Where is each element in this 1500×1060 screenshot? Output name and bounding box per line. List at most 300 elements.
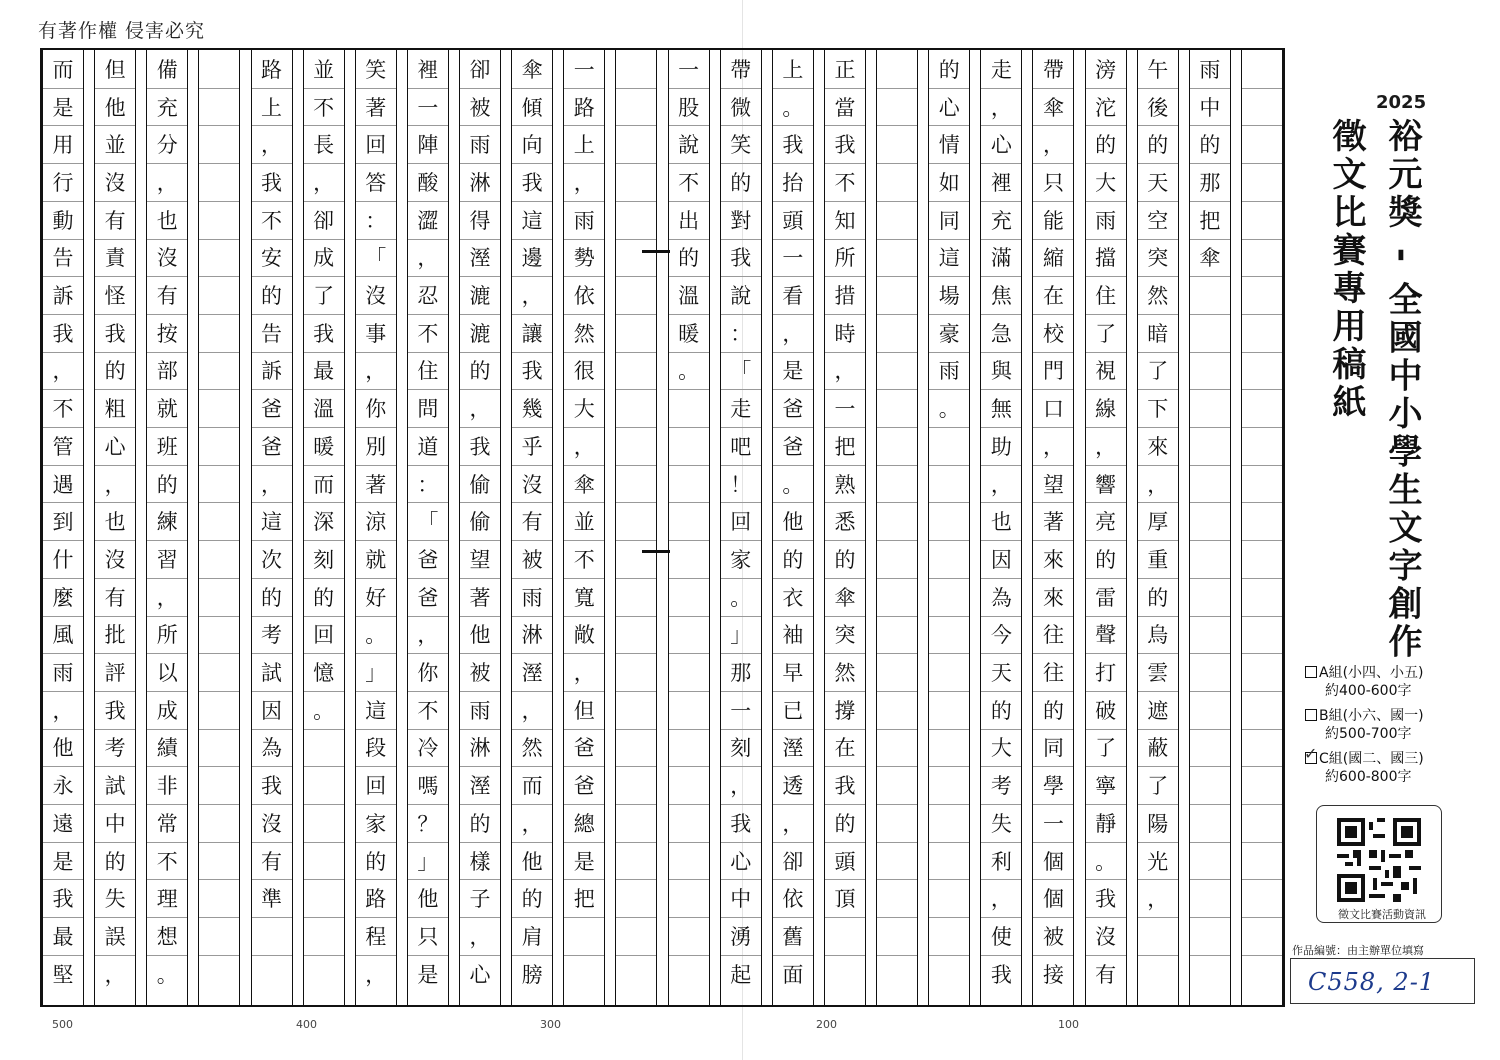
manuscript-cell: 路 bbox=[573, 95, 595, 120]
group-selection bbox=[1305, 664, 1465, 793]
manuscript-cell: 。 bbox=[313, 698, 335, 723]
manuscript-cell bbox=[929, 879, 969, 917]
manuscript-cell bbox=[616, 804, 656, 842]
manuscript-cell: 分 bbox=[156, 133, 178, 158]
manuscript-cell: 「 bbox=[417, 510, 439, 535]
checkbox-c[interactable] bbox=[1304, 744, 1318, 764]
manuscript-cell: 溫 bbox=[313, 397, 335, 422]
manuscript-cell bbox=[1190, 389, 1230, 427]
manuscript-cell: 卻 bbox=[782, 849, 804, 874]
manuscript-cell: 然 bbox=[834, 661, 856, 686]
manuscript-cell bbox=[877, 879, 917, 917]
manuscript-column bbox=[1241, 50, 1283, 1005]
manuscript-cell: 是 bbox=[417, 962, 439, 987]
manuscript-cell: ， bbox=[1147, 472, 1169, 497]
manuscript-cell: 淋 bbox=[469, 170, 491, 195]
manuscript-cell: 答 bbox=[365, 170, 387, 195]
manuscript-cell bbox=[304, 955, 344, 993]
manuscript-cell bbox=[877, 955, 917, 993]
manuscript-cell: 但 bbox=[573, 698, 595, 723]
manuscript-cell: 考 bbox=[990, 774, 1012, 799]
manuscript-cell: 湧 bbox=[730, 924, 752, 949]
manuscript-column bbox=[42, 50, 84, 1005]
manuscript-cell: 已 bbox=[782, 698, 804, 723]
manuscript-cell: 長 bbox=[313, 133, 335, 158]
manuscript-cell: 抬 bbox=[782, 170, 804, 195]
manuscript-column bbox=[94, 50, 136, 1005]
manuscript-cell: 帶 bbox=[730, 57, 752, 82]
manuscript-cell: 練 bbox=[156, 510, 178, 535]
manuscript-cell: 爸 bbox=[417, 547, 439, 572]
manuscript-cell: ， bbox=[573, 661, 595, 686]
qr-code-icon[interactable] bbox=[1337, 818, 1421, 902]
group-option-c[interactable] bbox=[1304, 744, 1465, 786]
manuscript-cell: 遠 bbox=[52, 811, 74, 836]
manuscript-cell: ， bbox=[261, 472, 283, 497]
manuscript-column bbox=[720, 50, 762, 1005]
manuscript-cell: 這 bbox=[521, 208, 543, 233]
manuscript-cell bbox=[199, 314, 239, 352]
manuscript-cell: 他 bbox=[417, 887, 439, 912]
manuscript-cell bbox=[877, 842, 917, 880]
manuscript-cell: 大 bbox=[1095, 170, 1117, 195]
manuscript-cell: 有 bbox=[104, 585, 126, 610]
manuscript-cell: 同 bbox=[1042, 736, 1064, 761]
manuscript-cell bbox=[199, 427, 239, 465]
manuscript-cell: 雨 bbox=[938, 359, 960, 384]
manuscript-cell: 透 bbox=[782, 774, 804, 799]
manuscript-cell: 被 bbox=[469, 661, 491, 686]
manuscript-cell: 舊 bbox=[782, 924, 804, 949]
manuscript-cell: 他 bbox=[52, 736, 74, 761]
manuscript-cell: 了 bbox=[1147, 774, 1169, 799]
manuscript-cell: 並 bbox=[104, 133, 126, 158]
group-option-b[interactable] bbox=[1305, 707, 1465, 743]
manuscript-cell: 利 bbox=[990, 849, 1012, 874]
checkbox-b[interactable] bbox=[1305, 709, 1317, 721]
manuscript-cell: 靜 bbox=[1095, 811, 1117, 836]
manuscript-cell bbox=[1242, 163, 1282, 201]
manuscript-cell: 堅 bbox=[52, 962, 74, 987]
manuscript-cell: 爸 bbox=[261, 434, 283, 459]
group-option-a[interactable] bbox=[1305, 664, 1465, 700]
manuscript-cell: 把 bbox=[1199, 208, 1221, 233]
manuscript-cell: ， bbox=[782, 811, 804, 836]
manuscript-cell: 縮 bbox=[1042, 246, 1064, 271]
manuscript-cell bbox=[616, 163, 656, 201]
manuscript-cell bbox=[669, 879, 709, 917]
manuscript-cell: 的 bbox=[1095, 133, 1117, 158]
manuscript-cell: 幾 bbox=[521, 397, 543, 422]
manuscript-cell: 部 bbox=[156, 359, 178, 384]
manuscript-cell: 不 bbox=[313, 95, 335, 120]
manuscript-cell bbox=[877, 50, 917, 88]
manuscript-cell bbox=[199, 201, 239, 239]
manuscript-cell: 回 bbox=[365, 774, 387, 799]
manuscript-cell bbox=[199, 917, 239, 955]
manuscript-cell: 沒 bbox=[365, 284, 387, 309]
manuscript-cell bbox=[929, 653, 969, 691]
manuscript-cell: 以 bbox=[156, 661, 178, 686]
manuscript-cell: 有 bbox=[156, 284, 178, 309]
manuscript-column bbox=[459, 50, 501, 1005]
manuscript-cell: ， bbox=[834, 359, 856, 384]
manuscript-column bbox=[876, 50, 918, 1005]
manuscript-column bbox=[251, 50, 293, 1005]
manuscript-cell bbox=[199, 578, 239, 616]
manuscript-cell: 深 bbox=[313, 510, 335, 535]
manuscript-cell bbox=[1190, 955, 1230, 993]
manuscript-cell: 並 bbox=[573, 510, 595, 535]
manuscript-cell: ， bbox=[990, 95, 1012, 120]
manuscript-cell bbox=[669, 465, 709, 503]
manuscript-cell bbox=[616, 88, 656, 126]
manuscript-cell: 的 bbox=[469, 359, 491, 384]
manuscript-cell: 然 bbox=[1147, 284, 1169, 309]
manuscript-cell bbox=[304, 842, 344, 880]
manuscript-cell: 是 bbox=[573, 849, 595, 874]
manuscript-cell: 沱 bbox=[1095, 95, 1117, 120]
manuscript-cell: 破 bbox=[1095, 698, 1117, 723]
manuscript-cell bbox=[616, 540, 656, 578]
manuscript-cell: 的 bbox=[469, 811, 491, 836]
manuscript-cell: 失 bbox=[990, 811, 1012, 836]
manuscript-cell bbox=[199, 163, 239, 201]
manuscript-cell bbox=[616, 879, 656, 917]
manuscript-cell: 上 bbox=[261, 95, 283, 120]
group-a-range: 約400-600字 bbox=[1325, 683, 1412, 699]
manuscript-cell: 的 bbox=[261, 284, 283, 309]
manuscript-cell bbox=[669, 766, 709, 804]
group-c-label: C組(國二、國三) bbox=[1319, 751, 1424, 767]
manuscript-cell: 也 bbox=[156, 208, 178, 233]
manuscript-cell: 聲 bbox=[1095, 623, 1117, 648]
manuscript-cell: 備 bbox=[156, 57, 178, 82]
manuscript-cell: 住 bbox=[1095, 284, 1117, 309]
manuscript-cell: 傘 bbox=[1199, 246, 1221, 271]
manuscript-cell: 風 bbox=[52, 623, 74, 648]
manuscript-cell: 吧 bbox=[730, 434, 752, 459]
manuscript-cell: ， bbox=[52, 359, 74, 384]
scale-label: 100 bbox=[1058, 1018, 1079, 1031]
manuscript-cell: 重 bbox=[1147, 547, 1169, 572]
manuscript-cell: 上 bbox=[782, 57, 804, 82]
manuscript-cell bbox=[1190, 578, 1230, 616]
manuscript-cell: 不 bbox=[52, 397, 74, 422]
manuscript-cell: 帶 bbox=[1042, 57, 1064, 82]
manuscript-cell: ， bbox=[990, 887, 1012, 912]
column-separator-mark bbox=[642, 550, 670, 553]
manuscript-cell: 。 bbox=[1095, 849, 1117, 874]
manuscript-cell bbox=[929, 540, 969, 578]
manuscript-cell: 回 bbox=[730, 510, 752, 535]
manuscript-cell: 著 bbox=[1042, 510, 1064, 535]
manuscript-cell: 著 bbox=[365, 472, 387, 497]
manuscript-cell: 子 bbox=[469, 887, 491, 912]
manuscript-cell: 溼 bbox=[521, 661, 543, 686]
manuscript-cell: 告 bbox=[52, 246, 74, 271]
manuscript-cell bbox=[1242, 239, 1282, 277]
manuscript-cell: 乎 bbox=[521, 434, 543, 459]
manuscript-cell bbox=[1242, 50, 1282, 88]
manuscript-cell: 大 bbox=[990, 736, 1012, 761]
manuscript-cell bbox=[929, 691, 969, 729]
manuscript-cell: 心 bbox=[730, 849, 752, 874]
manuscript-cell: 成 bbox=[313, 246, 335, 271]
manuscript-cell: 的 bbox=[730, 170, 752, 195]
manuscript-cell: 的 bbox=[1095, 547, 1117, 572]
manuscript-cell bbox=[199, 804, 239, 842]
manuscript-cell: 熟 bbox=[834, 472, 856, 497]
manuscript-cell: ， bbox=[573, 170, 595, 195]
manuscript-cell: 他 bbox=[782, 510, 804, 535]
manuscript-cell: 。 bbox=[156, 962, 178, 987]
manuscript-cell: 傘 bbox=[834, 585, 856, 610]
manuscript-cell: 突 bbox=[834, 623, 856, 648]
manuscript-cell: ， bbox=[730, 774, 752, 799]
manuscript-cell bbox=[1242, 540, 1282, 578]
checkmark-icon: ✓ bbox=[1304, 744, 1318, 763]
manuscript-cell bbox=[929, 427, 969, 465]
manuscript-cell: 動 bbox=[52, 208, 74, 233]
manuscript-cell: 他 bbox=[469, 623, 491, 648]
manuscript-cell: 理 bbox=[156, 887, 178, 912]
manuscript-cell: ： bbox=[365, 208, 387, 233]
manuscript-cell: 因 bbox=[990, 547, 1012, 572]
manuscript-cell: 裡 bbox=[417, 57, 439, 82]
manuscript-cell: ， bbox=[365, 962, 387, 987]
manuscript-cell: 的 bbox=[1147, 585, 1169, 610]
manuscript-cell: 路 bbox=[365, 887, 387, 912]
manuscript-cell: 這 bbox=[938, 246, 960, 271]
contest-year: 2025 bbox=[1376, 92, 1427, 113]
manuscript-cell: ， bbox=[417, 246, 439, 271]
manuscript-cell: 上 bbox=[573, 133, 595, 158]
manuscript-cell: 訴 bbox=[52, 284, 74, 309]
manuscript-cell: 如 bbox=[938, 170, 960, 195]
manuscript-cell: 他 bbox=[104, 95, 126, 120]
manuscript-cell: 被 bbox=[1042, 924, 1064, 949]
manuscript-cell bbox=[1242, 766, 1282, 804]
manuscript-cell: 常 bbox=[156, 811, 178, 836]
manuscript-cell: 沒 bbox=[104, 170, 126, 195]
manuscript-cell: 著 bbox=[365, 95, 387, 120]
manuscript-cell: 傾 bbox=[521, 95, 543, 120]
manuscript-cell: 只 bbox=[417, 924, 439, 949]
manuscript-cell bbox=[669, 540, 709, 578]
manuscript-cell bbox=[199, 465, 239, 503]
manuscript-cell: 當 bbox=[834, 95, 856, 120]
manuscript-cell bbox=[199, 239, 239, 277]
manuscript-cell bbox=[252, 955, 292, 993]
manuscript-cell: 成 bbox=[156, 698, 178, 723]
manuscript-cell: 一 bbox=[417, 95, 439, 120]
manuscript-cell: 溫 bbox=[678, 284, 700, 309]
manuscript-cell: 回 bbox=[313, 623, 335, 648]
manuscript-cell: 而 bbox=[521, 774, 543, 799]
manuscript-cell: 只 bbox=[1042, 170, 1064, 195]
manuscript-cell: 敞 bbox=[573, 623, 595, 648]
manuscript-cell: 望 bbox=[469, 547, 491, 572]
manuscript-cell: 暖 bbox=[313, 434, 335, 459]
manuscript-cell: ， bbox=[521, 284, 543, 309]
manuscript-cell bbox=[199, 540, 239, 578]
manuscript-cell: 不 bbox=[678, 170, 700, 195]
manuscript-cell bbox=[1190, 502, 1230, 540]
scale-label: 300 bbox=[540, 1018, 561, 1031]
manuscript-cell: 別 bbox=[365, 434, 387, 459]
manuscript-cell: 肩 bbox=[521, 924, 543, 949]
manuscript-cell bbox=[929, 465, 969, 503]
manuscript-cell: 後 bbox=[1147, 95, 1169, 120]
manuscript-cell bbox=[199, 616, 239, 654]
manuscript-cell: 校 bbox=[1042, 321, 1064, 346]
manuscript-cell: 充 bbox=[990, 208, 1012, 233]
manuscript-cell: 同 bbox=[938, 208, 960, 233]
manuscript-cell: 在 bbox=[1042, 284, 1064, 309]
manuscript-cell: 溼 bbox=[782, 736, 804, 761]
manuscript-cell: 線 bbox=[1095, 397, 1117, 422]
manuscript-cell bbox=[877, 314, 917, 352]
manuscript-cell bbox=[1242, 352, 1282, 390]
work-number-value: C558, 2-1 bbox=[1308, 968, 1436, 996]
manuscript-cell: 責 bbox=[104, 246, 126, 271]
manuscript-cell: 說 bbox=[678, 133, 700, 158]
manuscript-cell: 場 bbox=[938, 284, 960, 309]
manuscript-cell: 遇 bbox=[52, 472, 74, 497]
manuscript-cell: ？ bbox=[417, 811, 439, 836]
manuscript-cell bbox=[616, 691, 656, 729]
manuscript-cell bbox=[616, 427, 656, 465]
manuscript-column bbox=[1189, 50, 1231, 1005]
manuscript-cell: 依 bbox=[573, 284, 595, 309]
manuscript-cell: ， bbox=[521, 698, 543, 723]
manuscript-cell bbox=[669, 502, 709, 540]
manuscript-cell: 我 bbox=[261, 170, 283, 195]
manuscript-cell: ， bbox=[261, 133, 283, 158]
manuscript-cell: 不 bbox=[573, 547, 595, 572]
manuscript-cell: 天 bbox=[990, 661, 1012, 686]
manuscript-cell bbox=[616, 389, 656, 427]
manuscript-cell: 爸 bbox=[573, 736, 595, 761]
manuscript-cell: 早 bbox=[782, 661, 804, 686]
manuscript-cell: 也 bbox=[990, 510, 1012, 535]
manuscript-cell: 什 bbox=[52, 547, 74, 572]
manuscript-cell: 因 bbox=[261, 698, 283, 723]
manuscript-cell: 正 bbox=[834, 57, 856, 82]
manuscript-cell bbox=[616, 201, 656, 239]
manuscript-cell: 你 bbox=[365, 397, 387, 422]
manuscript-cell: 。 bbox=[782, 95, 804, 120]
manuscript-cell: 中 bbox=[1199, 95, 1221, 120]
manuscript-cell: 滿 bbox=[990, 246, 1012, 271]
manuscript-cell: 不 bbox=[156, 849, 178, 874]
paper-subtitle: 徵文比賽專用稿紙 bbox=[1326, 118, 1366, 422]
manuscript-cell: 我 bbox=[834, 774, 856, 799]
manuscript-cell: 雨 bbox=[1199, 57, 1221, 82]
manuscript-cell: 程 bbox=[365, 924, 387, 949]
manuscript-cell: 視 bbox=[1095, 359, 1117, 384]
manuscript-cell bbox=[877, 201, 917, 239]
manuscript-cell bbox=[304, 804, 344, 842]
manuscript-cell: 悉 bbox=[834, 510, 856, 535]
checkbox-a[interactable] bbox=[1305, 666, 1317, 678]
manuscript-cell: 有 bbox=[261, 849, 283, 874]
manuscript-cell bbox=[616, 917, 656, 955]
manuscript-cell: 亮 bbox=[1095, 510, 1117, 535]
manuscript-cell: 雨 bbox=[521, 585, 543, 610]
manuscript-cell: 焦 bbox=[990, 284, 1012, 309]
manuscript-cell bbox=[929, 502, 969, 540]
manuscript-cell: 雨 bbox=[469, 133, 491, 158]
manuscript-cell bbox=[616, 766, 656, 804]
manuscript-cell: 門 bbox=[1042, 359, 1064, 384]
manuscript-cell bbox=[877, 276, 917, 314]
manuscript-cell: 烏 bbox=[1147, 623, 1169, 648]
manuscript-cell bbox=[304, 917, 344, 955]
manuscript-cell: 著 bbox=[469, 585, 491, 610]
manuscript-cell: 溼 bbox=[469, 774, 491, 799]
manuscript-cell: 沒 bbox=[1095, 924, 1117, 949]
manuscript-cell bbox=[877, 917, 917, 955]
manuscript-cell: 一 bbox=[834, 397, 856, 422]
manuscript-cell: 勢 bbox=[573, 246, 595, 271]
manuscript-cell: 了 bbox=[1147, 359, 1169, 384]
manuscript-cell: 我 bbox=[1095, 887, 1117, 912]
group-a-label: A組(小四、小五) bbox=[1319, 665, 1424, 681]
manuscript-cell: 今 bbox=[990, 623, 1012, 648]
manuscript-cell bbox=[1242, 88, 1282, 126]
manuscript-column bbox=[563, 50, 605, 1005]
manuscript-cell: ， bbox=[990, 472, 1012, 497]
manuscript-cell: 一 bbox=[573, 57, 595, 82]
manuscript-cell: 傘 bbox=[521, 57, 543, 82]
manuscript-cell: 績 bbox=[156, 736, 178, 761]
manuscript-cell bbox=[616, 729, 656, 767]
manuscript-cell: 失 bbox=[104, 887, 126, 912]
manuscript-cell: 安 bbox=[261, 246, 283, 271]
manuscript-cell: 一 bbox=[782, 246, 804, 271]
manuscript-cell: 麼 bbox=[52, 585, 74, 610]
manuscript-cell bbox=[199, 691, 239, 729]
manuscript-cell: 沒 bbox=[521, 472, 543, 497]
manuscript-cell: 最 bbox=[52, 924, 74, 949]
manuscript-cell: 的 bbox=[1147, 133, 1169, 158]
manuscript-cell: 能 bbox=[1042, 208, 1064, 233]
manuscript-cell bbox=[199, 50, 239, 88]
manuscript-column bbox=[615, 50, 657, 1005]
manuscript-cell: 措 bbox=[834, 284, 856, 309]
manuscript-cell: 往 bbox=[1042, 661, 1064, 686]
group-b-label: B組(小六、國一) bbox=[1319, 708, 1424, 724]
manuscript-cell: 股 bbox=[678, 95, 700, 120]
manuscript-cell: ： bbox=[730, 321, 752, 346]
manuscript-cell: 寧 bbox=[1095, 774, 1117, 799]
manuscript-cell: 中 bbox=[104, 811, 126, 836]
manuscript-cell: ， bbox=[104, 472, 126, 497]
manuscript-cell bbox=[199, 502, 239, 540]
manuscript-cell bbox=[877, 616, 917, 654]
manuscript-cell: 助 bbox=[990, 434, 1012, 459]
manuscript-cell: 。 bbox=[365, 623, 387, 648]
manuscript-cell: 心 bbox=[469, 962, 491, 987]
manuscript-cell: 邊 bbox=[521, 246, 543, 271]
manuscript-cell: 望 bbox=[1042, 472, 1064, 497]
manuscript-cell: 不 bbox=[261, 208, 283, 233]
manuscript-cell: 的 bbox=[678, 246, 700, 271]
manuscript-cell bbox=[669, 653, 709, 691]
manuscript-cell: 沒 bbox=[261, 811, 283, 836]
